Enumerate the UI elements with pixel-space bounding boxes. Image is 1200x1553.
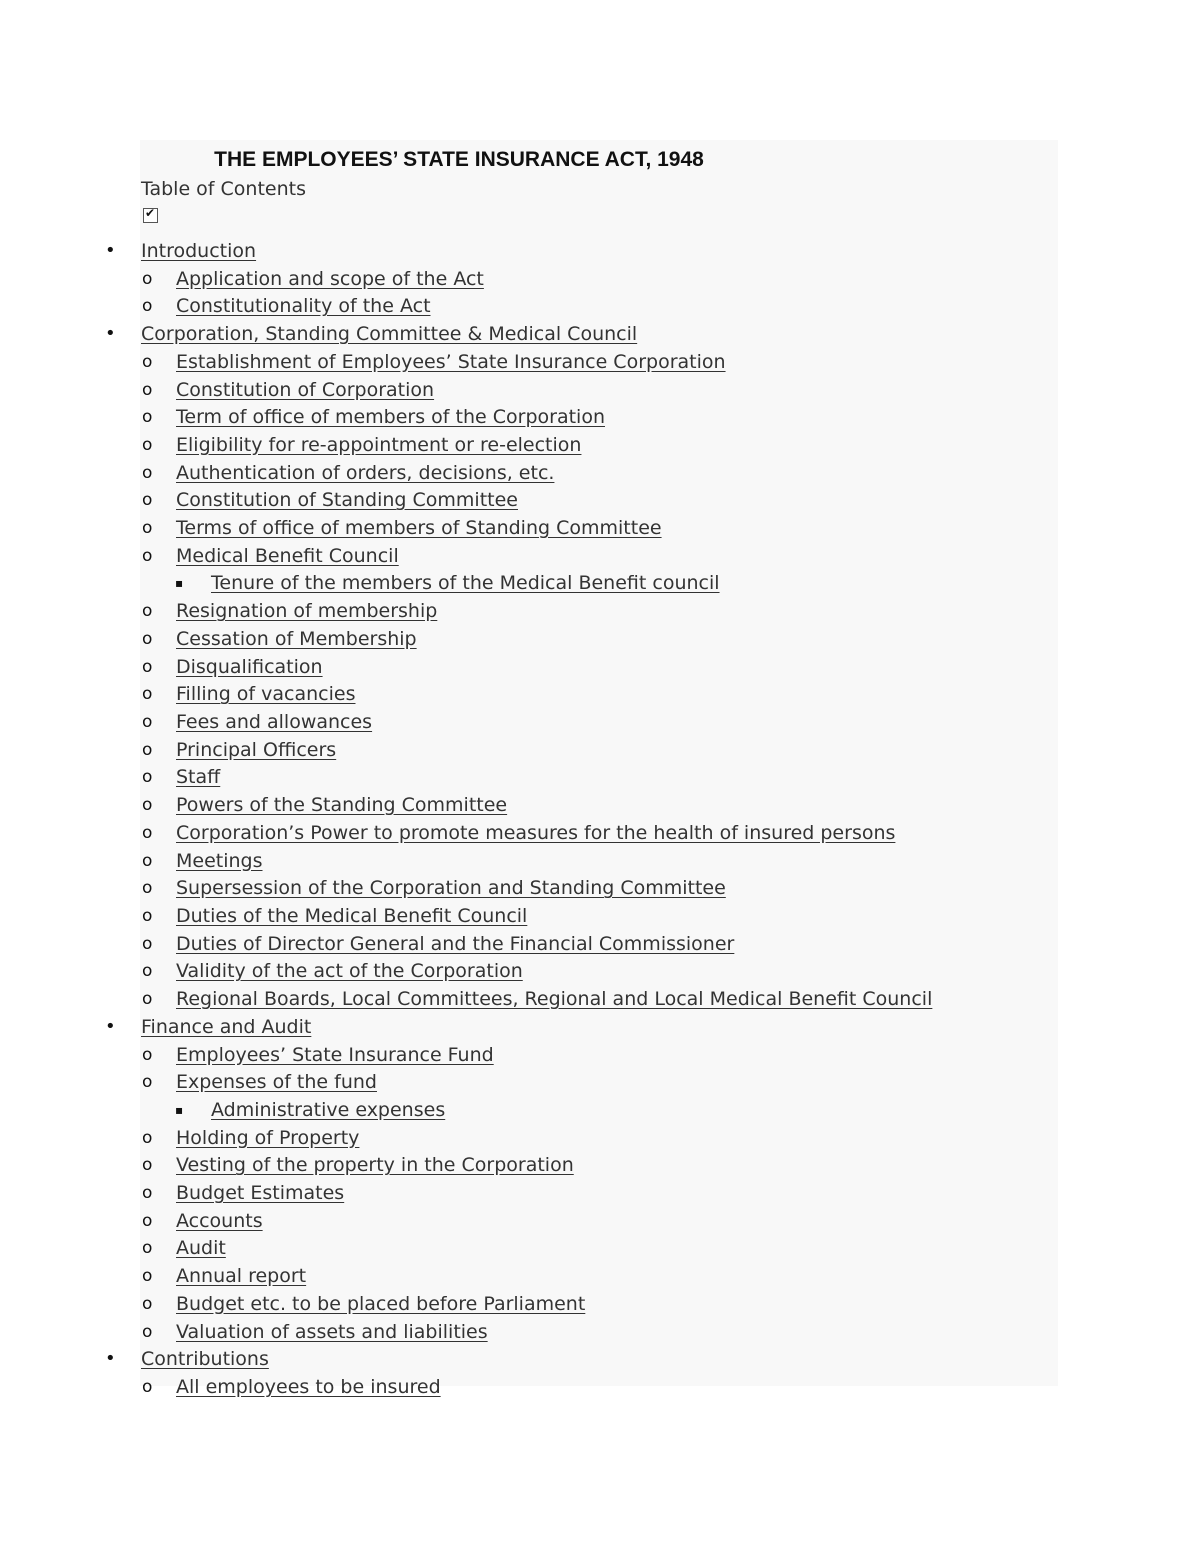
toc-heading: Table of Contents (141, 178, 306, 200)
toc-item (105, 237, 257, 265)
toc-item (142, 514, 662, 542)
toc-link[interactable]: Holding of Property (176, 1126, 360, 1149)
toc-bullet: o (142, 656, 153, 677)
toc-item (142, 1068, 377, 1096)
toc-item (105, 1013, 312, 1041)
toc-bullet: o (142, 712, 153, 733)
toc-link[interactable]: Meetings (176, 849, 263, 872)
toc-link[interactable]: Duties of Director General and the Financial Commissioner (176, 932, 735, 955)
toc-link[interactable]: Disqualification (176, 655, 323, 678)
toc-link[interactable]: Constitution of Standing Committee (176, 489, 518, 512)
toc-bullet: • (105, 1348, 116, 1370)
toc-bullet: o (142, 1127, 153, 1148)
toc-item (142, 680, 356, 708)
toc-bullet: o (142, 1044, 153, 1065)
toc-item (175, 569, 720, 597)
toc-bullet: o (142, 878, 153, 899)
toc-link[interactable]: Budget etc. to be placed before Parliament (176, 1292, 586, 1315)
toc-link[interactable]: Tenure of the members of the Medical Benefit council (211, 572, 720, 595)
toc-bullet: • (105, 1015, 116, 1037)
toc-link[interactable]: Staff (176, 766, 221, 789)
toc-item (142, 542, 399, 570)
toc-item (142, 348, 726, 376)
toc-item (142, 1262, 307, 1290)
toc-item (142, 902, 528, 930)
toc-bullet: o (142, 268, 153, 289)
toc-checkbox[interactable] (143, 208, 158, 223)
toc-item (175, 1096, 446, 1124)
toc-bullet: o (142, 850, 153, 871)
toc-item (142, 1373, 441, 1401)
toc-bullet: o (142, 1266, 153, 1287)
toc-item (142, 625, 417, 653)
toc-bullet: o (142, 545, 153, 566)
toc-bullet: ▪ (175, 1102, 184, 1117)
toc-link[interactable]: Constitutionality of the Act (176, 295, 431, 318)
toc-bullet: o (142, 684, 153, 705)
toc-item (142, 1234, 226, 1262)
toc-bullet: o (142, 1238, 153, 1259)
toc-item (142, 292, 431, 320)
toc-link[interactable]: Expenses of the fund (176, 1071, 377, 1094)
toc-link[interactable]: Annual report (176, 1265, 307, 1288)
toc-item (142, 819, 896, 847)
toc-link[interactable]: Resignation of membership (176, 600, 438, 623)
toc-bullet: o (142, 490, 153, 511)
toc-item (142, 791, 508, 819)
toc-link[interactable]: Supersession of the Corporation and Standing Committee (176, 877, 726, 900)
toc-item (142, 653, 323, 681)
toc-item (142, 763, 221, 791)
toc-bullet: o (142, 1293, 153, 1314)
toc-link[interactable]: Vesting of the property in the Corporation (176, 1154, 574, 1177)
toc-link[interactable]: Finance and Audit (141, 1015, 312, 1038)
toc-item (105, 1345, 269, 1373)
toc-item (142, 736, 337, 764)
toc-bullet: o (142, 1210, 153, 1231)
toc-link[interactable]: Term of office of members of the Corporation (176, 406, 605, 429)
toc-bullet: ▪ (175, 576, 184, 591)
toc-link[interactable]: Regional Boards, Local Committees, Regional and Local Medical Benefit Council (176, 988, 933, 1011)
toc-link[interactable]: Eligibility for re-appointment or re-election (176, 433, 582, 456)
toc-item (142, 708, 373, 736)
toc-item (142, 597, 438, 625)
toc-link[interactable]: All employees to be insured (176, 1376, 441, 1398)
toc-bullet: o (142, 379, 153, 400)
toc-link[interactable]: Establishment of Employees’ State Insurance Corporation (176, 350, 726, 373)
toc-link[interactable]: Application and scope of the Act (176, 267, 484, 290)
toc-item (142, 265, 484, 293)
toc-link[interactable]: Constitution of Corporation (176, 378, 435, 401)
toc-bullet: o (142, 407, 153, 428)
toc-bullet: o (142, 1155, 153, 1176)
toc-item (142, 1151, 574, 1179)
toc-item (105, 320, 638, 348)
toc-link[interactable]: Contributions (141, 1348, 269, 1371)
toc-bullet: o (142, 933, 153, 954)
toc-bullet: o (142, 1321, 153, 1342)
toc-link[interactable]: Filling of vacancies (176, 683, 356, 706)
toc-item (142, 985, 933, 1013)
toc-item (142, 957, 523, 985)
toc-bullet: o (142, 351, 153, 372)
toc-link[interactable]: Powers of the Standing Committee (176, 794, 508, 817)
toc-link[interactable]: Medical Benefit Council (176, 544, 399, 567)
toc-link[interactable]: Employees’ State Insurance Fund (176, 1043, 494, 1066)
toc-bullet: • (105, 240, 116, 261)
toc-link[interactable]: Principal Officers (176, 738, 337, 761)
toc-item (142, 1124, 360, 1152)
toc-link[interactable]: Cessation of Membership (176, 627, 417, 650)
toc-item (142, 930, 735, 958)
toc-link[interactable]: Validity of the act of the Corporation (176, 960, 523, 983)
toc-item (142, 1290, 586, 1318)
toc-bullet: o (142, 296, 153, 317)
toc-bullet: o (142, 628, 153, 649)
toc-item (142, 1041, 494, 1069)
toc-item (142, 1207, 263, 1235)
toc-link[interactable]: Audit (176, 1237, 226, 1260)
toc-bullet: o (142, 462, 153, 483)
toc-link[interactable]: Corporation’s Power to promote measures for the health of insured persons (176, 821, 896, 844)
toc-bullet: o (142, 1072, 153, 1093)
toc-item (142, 459, 555, 487)
toc-bullet: o (142, 1183, 153, 1204)
toc-link[interactable]: Administrative expenses (211, 1098, 446, 1121)
toc-item (142, 1179, 345, 1207)
toc-item (142, 874, 726, 902)
toc-link[interactable]: Authentication of orders, decisions, etc. (176, 461, 555, 484)
toc-link[interactable]: Terms of office of members of Standing Committee (176, 517, 662, 540)
toc-link[interactable]: Introduction (141, 240, 257, 262)
toc-item (142, 431, 582, 459)
toc-bullet: • (105, 323, 116, 345)
toc-item (142, 1318, 488, 1346)
toc-item (142, 376, 435, 404)
toc-link[interactable]: Valuation of assets and liabilities (176, 1320, 488, 1343)
toc-bullet: o (142, 905, 153, 926)
toc-bullet: o (142, 989, 153, 1010)
toc-bullet: o (142, 739, 153, 760)
toc-item (142, 486, 518, 514)
toc-link[interactable]: Fees and allowances (176, 711, 373, 734)
toc-link[interactable]: Budget Estimates (176, 1182, 345, 1205)
toc-link[interactable]: Corporation, Standing Committee & Medical Council (141, 323, 638, 346)
document-title: THE EMPLOYEES’ STATE INSURANCE ACT, 1948 (214, 148, 704, 171)
toc-bullet: o (142, 1377, 153, 1397)
toc-bullet: o (142, 767, 153, 788)
toc-bullet: o (142, 518, 153, 539)
toc-item (142, 403, 605, 431)
toc-bullet: o (142, 795, 153, 816)
toc-bullet: o (142, 961, 153, 982)
toc-item (142, 847, 263, 875)
toc-link[interactable]: Accounts (176, 1209, 263, 1232)
toc-bullet: o (142, 434, 153, 455)
toc-bullet: o (142, 601, 153, 622)
toc-link[interactable]: Duties of the Medical Benefit Council (176, 904, 528, 927)
toc-bullet: o (142, 822, 153, 843)
